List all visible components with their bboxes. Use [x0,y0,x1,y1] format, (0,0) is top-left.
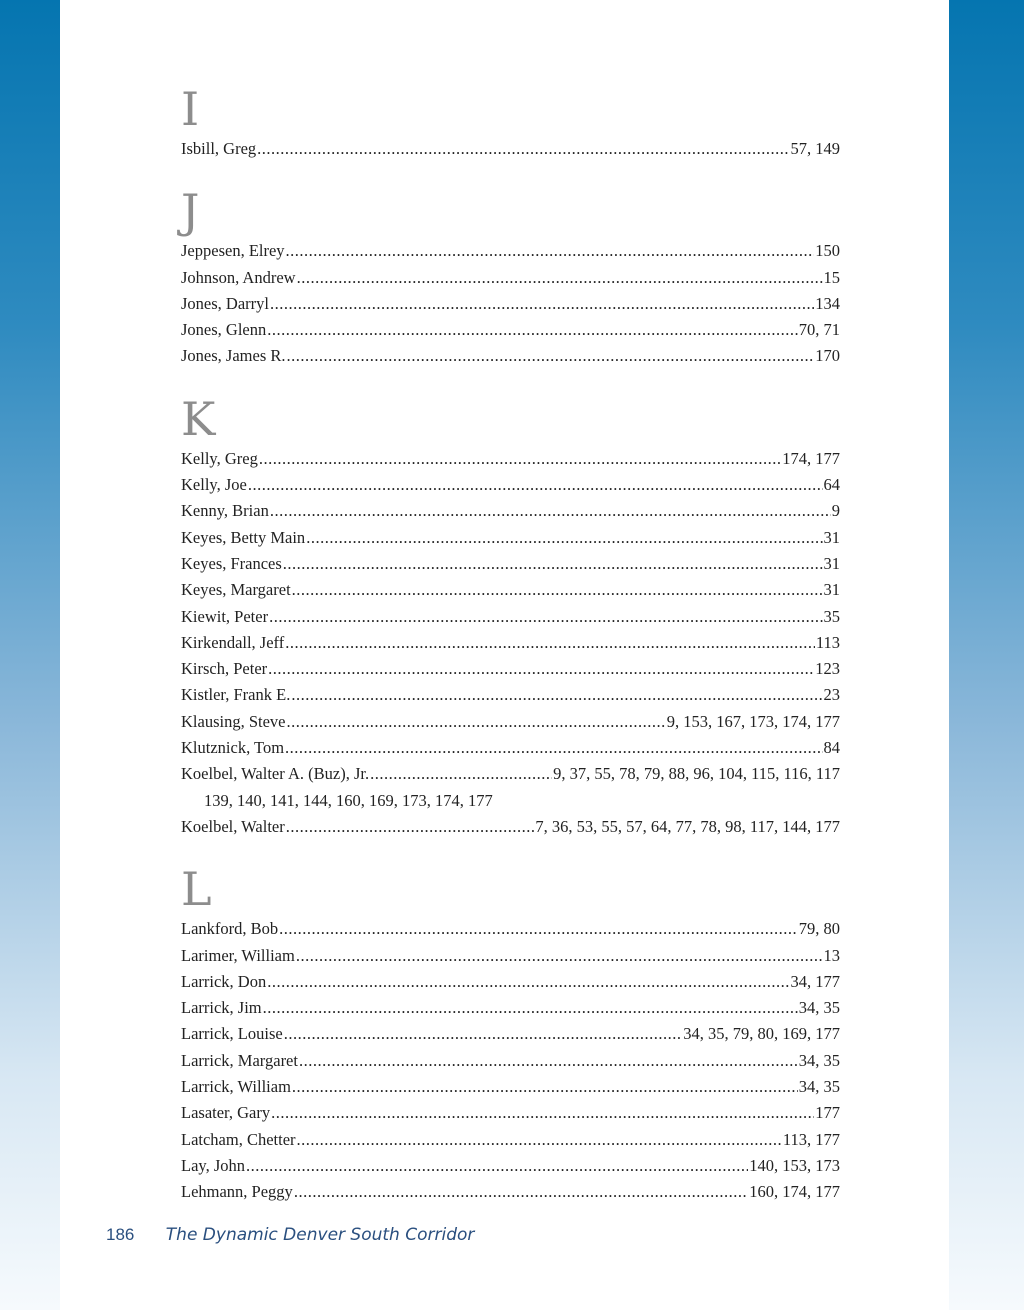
dot-leader [306,525,822,551]
entry-name: Lasater, Gary [181,1103,271,1123]
index-entry [181,136,840,162]
entry-pages: 23 [823,685,840,705]
index-entry [181,498,840,524]
entry-name: Johnson, Andrew [181,267,296,287]
index-entry [181,995,840,1021]
entry-pages: 34, 35 [798,1050,840,1070]
index-entry [181,656,840,682]
dot-leader [285,735,822,761]
index-entry [181,1021,840,1047]
index-entry [181,604,840,630]
entry-pages: 15 [823,267,840,287]
entry-pages: 13 [823,945,840,965]
entry-pages: 7, 36, 53, 55, 57, 64, 77, 78, 98, 117, 144, 177 [535,816,840,836]
index-entry [181,1179,840,1205]
index-entry [181,630,840,656]
entry-name: Isbill, Greg [181,139,257,158]
index-entry [181,761,840,787]
entry-name: Larimer, William [181,945,295,965]
index-entry [181,682,840,708]
dot-leader [299,1048,798,1074]
index-entry [181,1100,840,1126]
entry-name: Kiewit, Peter [181,606,269,626]
entry-name: Latcham, Chetter [181,1129,296,1149]
dot-leader [267,969,789,995]
index-entry [181,1074,840,1100]
entry-pages: 123 [815,659,840,679]
index-entry [181,265,840,291]
entry-pages: 140, 153, 173 [749,1155,840,1175]
name-index [181,82,840,1206]
index-section-j [181,184,840,369]
entry-name: Jones, Glenn [181,320,267,340]
index-entry [181,943,840,969]
entry-pages: 9 [831,501,840,521]
dot-leader [246,1153,748,1179]
dot-leader [286,814,535,840]
entry-pages: 35 [823,606,840,626]
dot-leader [269,604,822,630]
entry-pages: 113 [815,632,840,652]
entry-name: Larrick, William [181,1077,291,1097]
entry-name: Kelly, Joe [181,475,247,495]
dot-leader [283,551,823,577]
entry-name: Lankford, Bob [181,919,279,939]
index-entry [181,343,840,369]
index-entry [181,814,840,840]
dot-leader [294,1179,748,1205]
entry-name: Larrick, Margaret [181,1050,298,1070]
entry-pages: 134 [815,293,840,313]
dot-leader [257,136,789,162]
entry-name: Lay, John [181,1155,246,1175]
entry-name: Larrick, Don [181,971,267,991]
dot-leader [271,1100,814,1126]
entry-pages: 70, 71 [798,320,840,340]
dot-leader [279,916,798,942]
entry-name: Klausing, Steve [181,711,286,731]
page [60,0,949,1310]
dot-leader [270,291,814,317]
dot-leader [286,238,815,264]
entry-pages: 150 [815,241,840,261]
entry-pages: 31 [823,553,840,573]
entry-pages-continuation: 139, 140, 141, 144, 160, 169, 173, 174, 177 [204,790,493,810]
entry-pages: 177 [815,1103,840,1123]
entry-pages: 64 [823,475,840,495]
entry-name: Keyes, Frances [181,553,282,573]
entry-pages: 57, 149 [790,139,840,158]
entry-name: Koelbel, Walter A. (Buz), Jr. [181,764,370,784]
entry-pages: 9, 37, 55, 78, 79, 88, 96, 104, 115, 116, 117 [553,764,840,784]
entry-name: Kelly, Greg [181,448,258,468]
index-entry [181,916,840,942]
dot-leader [297,265,823,291]
entry-name: Jones, Darryl [181,293,269,313]
section-letter: I [181,82,200,136]
section-letter: J [181,184,200,239]
entry-pages: 34, 35 [798,998,840,1018]
index-entry [181,709,840,735]
index-entry [181,291,840,317]
dot-leader [287,343,815,369]
entry-name: Koelbel, Walter [181,816,285,836]
section-letter: L [181,862,212,917]
index-entry [181,969,840,995]
entry-name: Klutznick, Tom [181,738,285,758]
entry-name: Jones, James R. [181,346,286,366]
dot-leader [292,1074,798,1100]
dot-leader [267,317,798,343]
entry-pages: 84 [823,738,840,758]
entry-pages: 34, 35, 79, 80, 169, 177 [683,1024,840,1044]
index-entry [181,551,840,577]
entry-name: Kistler, Frank E. [181,685,291,705]
entry-pages: 160, 174, 177 [749,1182,840,1202]
index-entry [181,735,840,761]
section-letter: K [181,391,216,446]
entry-name: Keyes, Betty Main [181,527,306,547]
index-entry [181,472,840,498]
dot-leader [370,761,552,787]
index-entry [181,525,840,551]
entry-name: Larrick, Louise [181,1024,283,1044]
entry-name: Keyes, Margaret [181,580,291,600]
dot-leader [292,577,823,603]
dot-leader [248,472,823,498]
index-entry [181,317,840,343]
page-footer [106,1225,474,1245]
entry-pages: 174, 177 [782,448,840,468]
dot-leader [287,709,666,735]
index-entry [181,1127,840,1153]
dot-leader [285,630,815,656]
entry-pages: 34, 35 [798,1077,840,1097]
entry-name: Kenny, Brian [181,501,269,521]
index-entry [181,446,840,472]
entry-name: Kirkendall, Jeff [181,632,285,652]
index-section-i [181,82,840,162]
dot-leader [297,1127,782,1153]
entry-pages: 31 [823,527,840,547]
index-section-l [181,862,840,1205]
book-title: The Dynamic Denver South Corridor [165,1225,475,1245]
entry-pages: 79, 80 [798,919,840,939]
entry-pages: 170 [815,346,840,366]
entry-name: Lehmann, Peggy [181,1182,293,1202]
index-entry [181,577,840,603]
dot-leader [263,995,798,1021]
entry-pages: 34, 177 [790,971,840,991]
entry-name: Jeppesen, Elrey [181,241,285,261]
entry-name: Larrick, Jim [181,998,262,1018]
dot-leader [296,943,823,969]
index-entry [181,238,840,264]
page-number: 186 [106,1225,135,1244]
index-entry [181,1048,840,1074]
dot-leader [259,446,781,472]
entry-pages: 9, 153, 167, 173, 174, 177 [666,711,840,731]
index-section-k [181,392,840,840]
dot-leader [270,498,831,524]
entry-pages: 113, 177 [782,1129,840,1149]
entry-pages: 31 [823,580,840,600]
dot-leader [291,682,822,708]
index-entry [181,1153,840,1179]
dot-leader [284,1021,683,1047]
entry-name: Kirsch, Peter [181,659,268,679]
dot-leader [268,656,814,682]
